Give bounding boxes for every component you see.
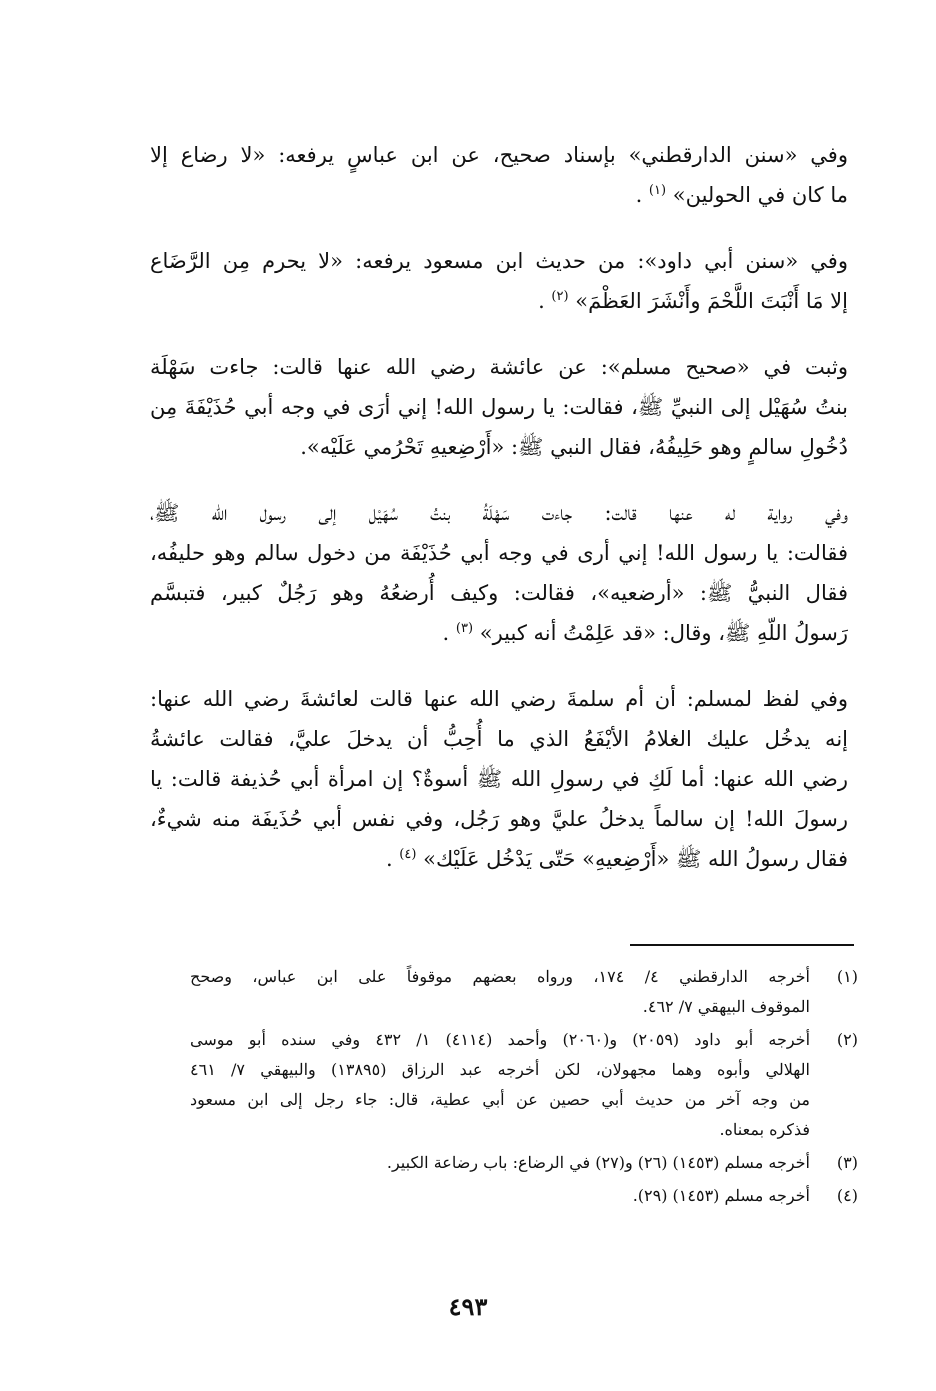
text-line-content: ما كان في الحولين» [672, 183, 848, 207]
footnote-separator [630, 944, 854, 946]
text-line: وفي لفظ لمسلم: أن أم سلمةَ رضي الله عنها قالت لعائشةَ رضي الله عنها: [150, 687, 848, 711]
footnote-reference: (١) [648, 183, 667, 198]
footnote-number: (٢) [836, 1030, 858, 1049]
paragraph-muslim-wording [150, 679, 848, 879]
text-line: رَسولُ اللّهِ ﷺ، وقال: «قد عَلِمْتُ أنه كبير» $^{(٣)}$ . [442, 621, 848, 645]
footnote-line: من وجه آخر من حديث أبي حصين عن أبي عطية، قال: جاء رجل إلى ابن مسعود [190, 1090, 810, 1109]
footnote-line: فذكره بمعناه. [719, 1120, 810, 1139]
main-text [150, 135, 848, 905]
page-number: ٤٩٣ [448, 1292, 488, 1321]
text-line: فقال رسولُ الله ﷺ «أَرْضِعيهِ» حَتّى يَدْخُل عَلَيْك» $^{(٤)}$ . [385, 847, 848, 871]
text-line: وفي رواية له عنها قالت: جاءت سَهْلَةُ بنتُ سُهَيْل إلى رسول الله ﷺ، [150, 501, 848, 525]
footnote-line: الهلالي وأبوه وهما مجهولان، لكن أخرجه عبد الرزاق (١٣٨٩٥) والبيهقي ٧/ ٤٦١ [190, 1060, 811, 1079]
footnote-text [190, 1181, 810, 1211]
text-line: وفي «سنن الدارقطني» بإسناد صحيح، عن ابن عباسٍ يرفعه: «لا رضاع إلا [150, 143, 848, 167]
footnote-line: أخرجه الدارقطني ٤/ ١٧٤، ورواه بعضهم موقوفاً على ابن عباس، وصحح [190, 967, 810, 986]
text-line: دُخُولِ سالمٍ وهو حَلِيفُهُ، فقال النبي ﷺ: «أَرْضِعيهِ تَحْرُمي عَلَيْه». [300, 435, 848, 459]
text-line: بنتُ سُهَيْل إلى النبيِّ ﷺ، فقالت: يا رسول الله! إني أرَى في وجه أبي حُذَيْفَةَ مِن [150, 395, 848, 419]
footnote-line: أخرجه أبو داود (٢٠٥٩) و(٢٠٦٠) وأحمد (٤١١٤) ١/ ٤٣٢ وفي سنده أبو موسى [190, 1030, 811, 1049]
footnote-number: (٣) [836, 1153, 858, 1172]
paragraph-muslim-narration [150, 493, 848, 653]
text-line: رسولَ الله! إن سالماً يدخلُ عليَّ وهو رَجُل، وفي نفس أبي حُذَيفَة منه شيءٌ، [150, 807, 848, 831]
footnote-line: أخرجه مسلم (١٤٥٣) (٢٩). [632, 1186, 810, 1205]
footnote-number: (٤) [836, 1186, 858, 1205]
text-line: رضي الله عنها: أما لَكِ في رسولِ الله ﷺ أسوةٌ؟ إن امرأة أبي حُذيفة قالت: يا [150, 767, 848, 791]
text-line: فقال النبيُّ ﷺ: «أرضعيه»، فقالت: وكيف أُرضعُهُ وهو رَجُلٌ كبير، فتبسَّم [150, 581, 848, 605]
text-line: ما كان في الحولين» $^{(١)}$ . [635, 183, 848, 207]
footnote [190, 1181, 858, 1211]
text-line-content: إلا مَا أَنْبَتَ اللَّحْمَ وأَنْشَرَ العَظْمَ» [575, 289, 848, 313]
footnote-reference: (٣) [455, 621, 474, 636]
footnote-reference: (٢) [551, 289, 569, 304]
footnote-line: الموقوف البيهقي ٧/ ٤٦٢. [642, 997, 810, 1016]
footnotes [190, 962, 858, 1214]
text-line: وفي «سنن أبي داود»: من حديث ابن مسعود يرفعه: «لا يحرم مِن الرَّضَاع [150, 249, 848, 273]
footnote-text [190, 1025, 810, 1145]
footnote-reference: (٤) [399, 847, 417, 862]
footnote-line: أخرجه مسلم (١٤٥٣) (٢٦) و(٢٧) في الرضاع: باب رضاعة الكبير. [386, 1153, 810, 1172]
footnote [190, 1025, 858, 1145]
footnote [190, 1148, 858, 1178]
footnote [190, 962, 858, 1022]
footnote-number: (١) [836, 967, 858, 986]
footnote-text [190, 962, 810, 1022]
footnote-text [190, 1148, 810, 1178]
text-line-content: فقال رسولُ الله ﷺ «أَرْضِعيهِ» حَتّى يَدْخُل عَلَيْك» [423, 847, 848, 871]
paragraph-sahih-muslim [150, 347, 848, 467]
text-line-content: رَسولُ اللّهِ ﷺ، وقال: «قد عَلِمْتُ أنه كبير» [479, 621, 848, 645]
paragraph-abu-dawud [150, 241, 848, 321]
text-line: وثبت في «صحيح مسلم»: عن عائشة رضي الله عنها قالت: جاءت سَهْلَة [150, 355, 848, 379]
paragraph-daraqutni [150, 135, 848, 215]
text-line: إلا مَا أَنْبَتَ اللَّحْمَ وأَنْشَرَ العَظْمَ» $^{(٢)}$ . [538, 289, 848, 313]
text-line: فقالت: يا رسول الله! إني أرى في وجه أبي حُذَيْفَة من دخول سالم وهو حليفُه، [150, 541, 848, 565]
text-line: إنه يدخُل عليك الغلامُ الأيْفَعُ الذي ما أُحِبُّ أن يدخلَ عليَّ، فقالت عائشةُ [150, 727, 848, 751]
